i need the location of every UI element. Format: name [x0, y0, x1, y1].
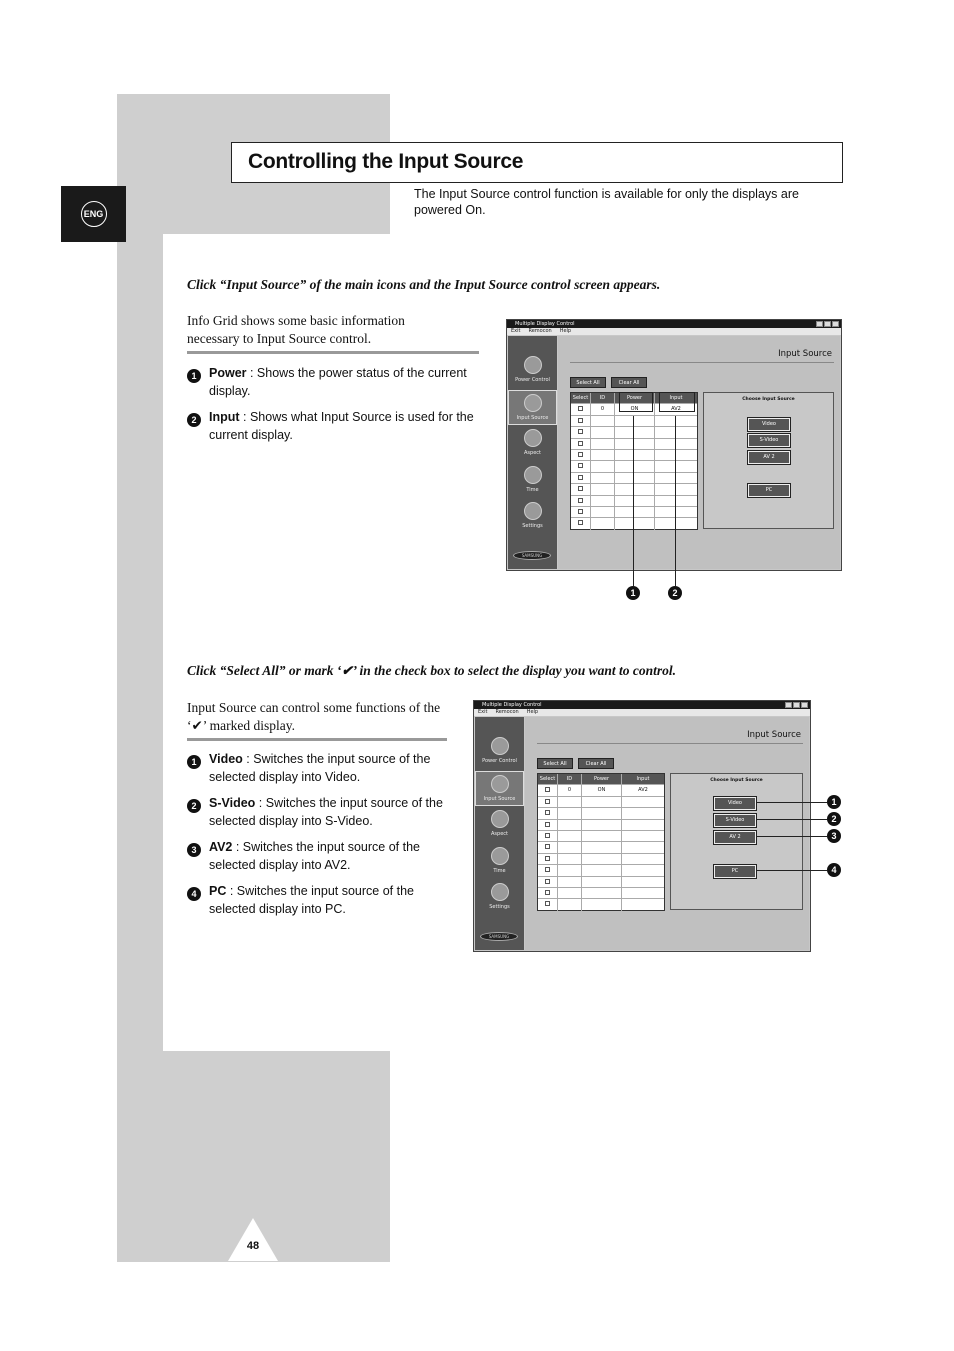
- callout-badge-1: 1: [626, 586, 640, 600]
- samsung-logo: SAMSUNG: [513, 551, 551, 560]
- info-grid: [537, 773, 665, 911]
- col-id: ID: [591, 393, 615, 403]
- sidebar-item-input-source[interactable]: Input Source: [508, 390, 557, 425]
- row-checkbox[interactable]: [545, 787, 550, 792]
- menu-help[interactable]: Help: [559, 328, 572, 334]
- table-row: [571, 496, 697, 507]
- power-icon: [491, 737, 509, 755]
- item-desc: : Switches the input source of the selected display into Video.: [209, 752, 431, 784]
- input-source-panel: [558, 336, 840, 569]
- number-badge: 3: [187, 843, 201, 857]
- number-badge: 2: [187, 413, 201, 427]
- cell-id: 0: [558, 785, 582, 795]
- clock-icon: [491, 847, 509, 865]
- item-desc: : Switches the input source of the selected display into PC.: [209, 884, 414, 916]
- maximize-icon[interactable]: [824, 321, 831, 327]
- source-button-video[interactable]: Video: [748, 418, 790, 431]
- callout-line-pc: [757, 870, 827, 871]
- table-row: [571, 484, 697, 495]
- source-button-s-video[interactable]: S-Video: [714, 814, 756, 827]
- section2-info: Input Source can control some functions of the ‘✔’ marked display.: [187, 700, 441, 733]
- menu-exit[interactable]: Exit: [478, 709, 488, 715]
- table-row: [538, 785, 664, 796]
- power-column-highlight: [619, 392, 653, 412]
- table-row: [571, 450, 697, 461]
- menu-remocon[interactable]: Remocon: [495, 709, 519, 715]
- section1-rule: [187, 351, 479, 354]
- number-badge: 1: [187, 369, 201, 383]
- samsung-logo: SAMSUNG: [480, 932, 518, 941]
- menu-help[interactable]: Help: [526, 709, 539, 715]
- cell-input: AV2: [671, 406, 681, 413]
- close-icon[interactable]: [801, 702, 808, 708]
- col-id: ID: [558, 774, 582, 784]
- aspect-icon: [524, 429, 542, 447]
- callout-badge-4: 4: [827, 863, 841, 877]
- item-desc: : Shows what Input Source is used for the current display.: [209, 410, 474, 442]
- info-grid: [570, 392, 698, 530]
- row-checkbox[interactable]: [578, 463, 583, 468]
- table-row: [538, 854, 664, 865]
- row-checkbox[interactable]: [578, 406, 583, 411]
- callout-line-1: [633, 416, 634, 586]
- callout-line-video: [757, 802, 827, 803]
- minimize-icon[interactable]: [816, 321, 823, 327]
- cell-input: AV2: [638, 787, 648, 794]
- panel-divider: [537, 743, 803, 744]
- settings-icon: [491, 883, 509, 901]
- panel-title: Input Source: [778, 349, 832, 359]
- table-row: [538, 899, 664, 910]
- table-row: [538, 888, 664, 899]
- sidebar-item-settings[interactable]: Settings: [508, 502, 557, 529]
- row-checkbox[interactable]: [578, 441, 583, 446]
- item-term: PC: [209, 884, 227, 898]
- col-power: Power: [582, 774, 622, 784]
- list-item: [187, 794, 451, 830]
- table-row: [571, 507, 697, 518]
- callout-line-s-video: [757, 819, 827, 820]
- sidebar-item-power-control[interactable]: Power Control: [508, 356, 557, 383]
- source-button-video[interactable]: Video: [714, 797, 756, 810]
- screenshot-window-2: [473, 700, 811, 952]
- number-badge: 4: [187, 887, 201, 901]
- clock-icon: [524, 466, 542, 484]
- sidebar-item-power-control[interactable]: Power Control: [475, 737, 524, 764]
- row-checkbox[interactable]: [545, 822, 550, 827]
- gray-band-left: [117, 234, 163, 1051]
- table-row: [571, 416, 697, 427]
- row-checkbox[interactable]: [545, 810, 550, 815]
- menu-bar: [507, 328, 841, 335]
- language-tab: [61, 186, 126, 242]
- row-checkbox[interactable]: [578, 520, 583, 525]
- table-row: [538, 842, 664, 853]
- grid-header: [538, 774, 664, 785]
- section2-list: [187, 750, 451, 926]
- row-checkbox[interactable]: [578, 509, 583, 514]
- list-item: [187, 882, 451, 918]
- clear-all-button[interactable]: Clear All: [578, 758, 614, 769]
- table-row: [538, 877, 664, 888]
- cell-power: ON: [615, 404, 655, 414]
- language-badge: ENG: [81, 201, 107, 227]
- minimize-icon[interactable]: [785, 702, 792, 708]
- input-source-icon: [491, 775, 509, 793]
- panel-title: Input Source: [747, 730, 801, 740]
- callout-badge-1: 1: [827, 795, 841, 809]
- intro-text: The Input Source control function is available for only the displays are powered On.: [414, 187, 799, 217]
- number-badge: 1: [187, 755, 201, 769]
- section1-instruction: Click “Input Source” of the main icons and the Input Source control screen appears.: [187, 277, 661, 292]
- row-checkbox[interactable]: [578, 429, 583, 434]
- item-desc: : Switches the input source of the selected display into S-Video.: [209, 796, 443, 828]
- table-row: [571, 439, 697, 450]
- menu-exit[interactable]: Exit: [511, 328, 521, 334]
- page-title-box: [231, 142, 843, 183]
- section1-list: [187, 364, 477, 452]
- row-checkbox[interactable]: [545, 867, 550, 872]
- item-term: AV2: [209, 840, 233, 854]
- row-checkbox[interactable]: [545, 833, 550, 838]
- col-power: Power: [615, 393, 655, 403]
- source-button-pc[interactable]: PC: [714, 865, 756, 878]
- col-input: Input: [636, 776, 650, 782]
- item-term: Video: [209, 752, 243, 766]
- number-badge: 2: [187, 799, 201, 813]
- row-checkbox[interactable]: [545, 890, 550, 895]
- sidebar: [508, 336, 557, 569]
- source-button-s-video[interactable]: S-Video: [748, 434, 790, 447]
- select-all-button[interactable]: Select All: [537, 758, 573, 769]
- sidebar-item-aspect[interactable]: Aspect: [508, 429, 557, 456]
- select-all-button[interactable]: Select All: [570, 377, 606, 388]
- choose-title: Choose Input Source: [710, 778, 763, 783]
- cell-id: 0: [591, 404, 615, 414]
- col-input: Input: [669, 395, 683, 401]
- sidebar: [475, 717, 524, 950]
- callout-line-av2: [757, 836, 827, 837]
- maximize-icon[interactable]: [793, 702, 800, 708]
- item-term: Power: [209, 366, 247, 380]
- window-title: Multiple Display Control: [515, 321, 575, 327]
- list-item: [187, 364, 477, 400]
- row-checkbox[interactable]: [578, 452, 583, 457]
- menu-remocon[interactable]: Remocon: [528, 328, 552, 334]
- screenshot-window-1: [506, 319, 842, 571]
- page-number-text: 48: [246, 1240, 260, 1252]
- table-row: [571, 473, 697, 484]
- list-item: [187, 838, 451, 874]
- col-select: Select: [538, 774, 558, 784]
- source-button-av2[interactable]: AV 2: [748, 451, 790, 464]
- row-checkbox[interactable]: [545, 844, 550, 849]
- list-item: [187, 408, 477, 444]
- power-icon: [524, 356, 542, 374]
- section2-instruction: Click “Select All” or mark ‘✔’ in the check box to select the display you want to control.: [187, 663, 677, 678]
- sidebar-item-aspect[interactable]: Aspect: [475, 810, 524, 837]
- table-row: [538, 808, 664, 819]
- row-checkbox[interactable]: [545, 901, 550, 906]
- table-row: [571, 461, 697, 472]
- callout-badge-2: 2: [827, 812, 841, 826]
- clear-all-button[interactable]: Clear All: [611, 377, 647, 388]
- cell-power: ON: [582, 785, 622, 795]
- close-icon[interactable]: [832, 321, 839, 327]
- sidebar-item-settings[interactable]: Settings: [475, 883, 524, 910]
- callout-badge-3: 3: [827, 829, 841, 843]
- page-number: [228, 1218, 278, 1261]
- table-row: [538, 865, 664, 876]
- row-checkbox[interactable]: [578, 475, 583, 480]
- item-desc: : Shows the power status of the current display.: [209, 366, 467, 398]
- aspect-icon: [491, 810, 509, 828]
- page-title: Controlling the Input Source: [248, 150, 524, 173]
- table-row: [538, 797, 664, 808]
- input-source-panel: [525, 717, 809, 950]
- table-row: [538, 831, 664, 842]
- section2-rule: [187, 738, 447, 741]
- choose-title: Choose Input Source: [742, 397, 795, 402]
- table-row: [571, 518, 697, 529]
- row-checkbox[interactable]: [578, 498, 583, 503]
- choose-input-source-box: [670, 773, 803, 910]
- section1-info: Info Grid shows some basic information necessary to Input Source control.: [187, 313, 405, 346]
- item-term: S-Video: [209, 796, 256, 810]
- window-title: Multiple Display Control: [482, 702, 542, 708]
- row-checkbox[interactable]: [578, 486, 583, 491]
- table-row: [571, 427, 697, 438]
- list-item: [187, 750, 451, 786]
- menu-bar: [474, 709, 810, 716]
- table-row: [538, 820, 664, 831]
- input-column-highlight: [659, 392, 695, 412]
- row-checkbox[interactable]: [545, 799, 550, 804]
- callout-badge-2: 2: [668, 586, 682, 600]
- input-source-icon: [524, 394, 542, 412]
- choose-input-source-box: [703, 392, 834, 529]
- sidebar-item-time[interactable]: Time: [475, 847, 524, 874]
- settings-icon: [524, 502, 542, 520]
- item-term: Input: [209, 410, 240, 424]
- row-checkbox[interactable]: [578, 418, 583, 423]
- callout-line-2: [675, 416, 676, 586]
- row-checkbox[interactable]: [545, 856, 550, 861]
- sidebar-item-input-source[interactable]: Input Source: [475, 771, 524, 806]
- panel-divider: [570, 362, 834, 363]
- sidebar-item-time[interactable]: Time: [508, 466, 557, 493]
- source-button-pc[interactable]: PC: [748, 484, 790, 497]
- row-checkbox[interactable]: [545, 879, 550, 884]
- item-desc: : Switches the input source of the selected display into AV2.: [209, 840, 420, 872]
- source-button-av2[interactable]: AV 2: [714, 831, 756, 844]
- col-select: Select: [571, 393, 591, 403]
